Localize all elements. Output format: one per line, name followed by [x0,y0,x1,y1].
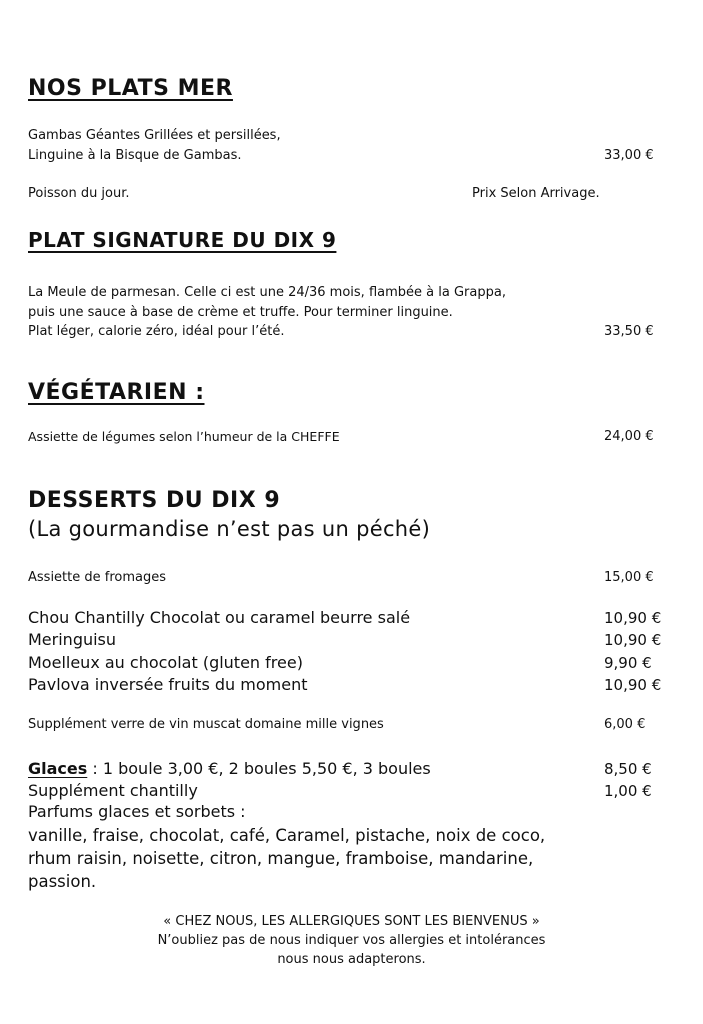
glaces-line [28,759,431,778]
signature-line3: Plat léger, calorie zéro, idéal pour l’été. [28,324,285,339]
mer-item2-label: Poisson du jour. [28,186,130,201]
glaces-label: Glaces [28,759,88,778]
signature-price: 33,50 € [604,324,654,339]
dessert-item: Meringuisu [28,630,117,649]
signature-line2: puis une sauce à base de crème et truffe. Pour terminer linguine. [28,305,453,320]
vegetarien-price: 24,00 € [604,429,654,444]
mer-item1-line1: Gambas Géantes Grillées et persillées, [28,128,281,143]
section-title-desserts: DESSERTS DU DIX 9 [28,488,281,513]
chantilly: Supplément chantilly [28,781,198,800]
supplement-vin: Supplément verre de vin muscat domaine mille vignes [28,717,384,732]
dessert-item-price: 10,90 € [604,609,662,627]
vegetarien-item: Assiette de légumes selon l’humeur de la CHEFFE [28,429,340,444]
section-title-vegetarien: VÉGÉTARIEN : [28,380,205,405]
parfums-line1: vanille, fraise, chocolat, café, Caramel, pistache, noix de coco, [28,826,546,845]
section-title-signature: PLAT SIGNATURE DU DIX 9 [28,228,337,252]
mer-item2-price: Prix Selon Arrivage. [472,186,600,201]
mer-item1-line2: Linguine à la Bisque de Gambas. [28,148,242,163]
footer-allergies-line3: nous nous adapterons. [277,952,426,967]
dessert-item: Pavlova inversée fruits du moment [28,675,308,694]
parfums-line3: passion. [28,872,97,891]
dessert-item-price: 10,90 € [604,676,662,694]
signature-line1: La Meule de parmesan. Celle ci est une 24/36 mois, flambée à la Grappa, [28,285,506,300]
desserts-subtitle: (La gourmandise n’est pas un péché) [28,517,431,541]
supplement-vin-price: 6,00 € [604,717,646,732]
dessert-item-price: 9,90 € [604,654,652,672]
chantilly-price: 1,00 € [604,782,652,800]
dessert-item: Moelleux au chocolat (gluten free) [28,653,303,672]
footer-allergies-line2: N’oubliez pas de nous indiquer vos allergies et intolérances [157,933,546,948]
dessert-fromages: Assiette de fromages [28,570,166,585]
section-title-mer: NOS PLATS MER [28,76,233,101]
glaces-text: : 1 boule 3,00 €, 2 boules 5,50 €, 3 boules [87,759,431,778]
dessert-fromages-price: 15,00 € [604,570,654,585]
mer-item1-price: 33,00 € [604,148,654,163]
parfums-title: Parfums glaces et sorbets : [28,802,246,821]
dessert-item: Chou Chantilly Chocolat ou caramel beurre salé [28,608,411,627]
glaces-price: 8,50 € [604,760,652,778]
dessert-item-price: 10,90 € [604,631,662,649]
parfums-line2: rhum raisin, noisette, citron, mangue, framboise, mandarine, [28,849,534,868]
footer-allergies-heading: « CHEZ NOUS, LES ALLERGIQUES SONT LES BIENVENUS » [163,914,540,929]
